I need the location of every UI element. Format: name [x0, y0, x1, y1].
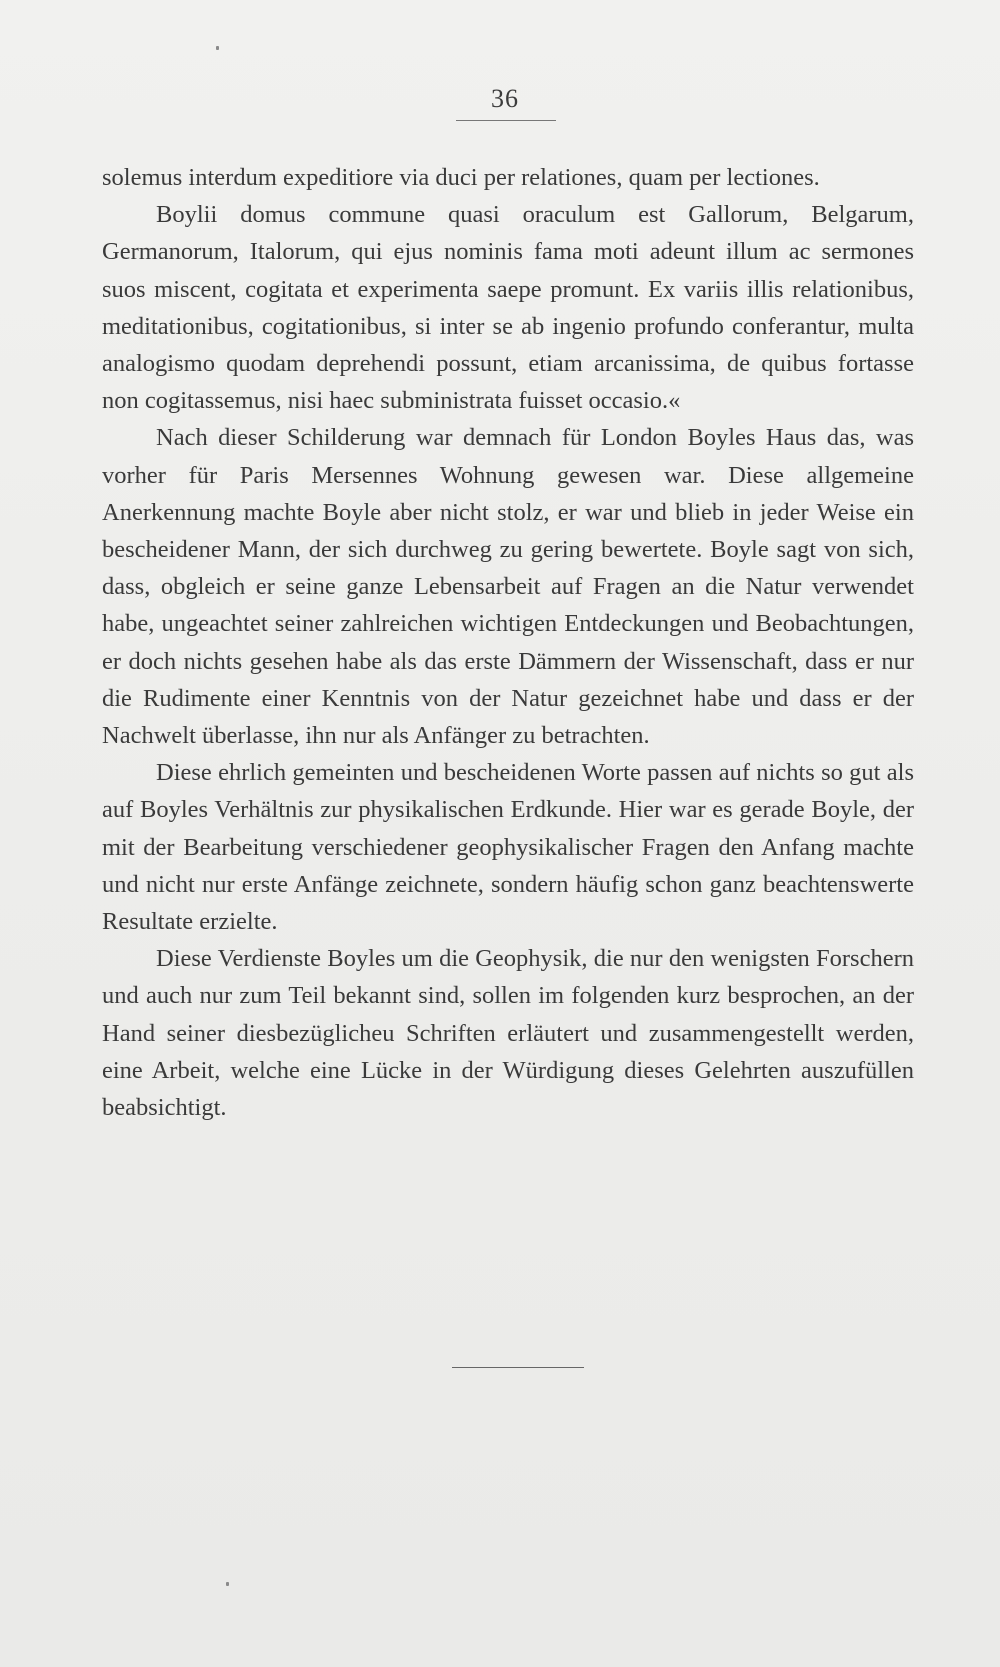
paragraph-1: solemus interdum expeditiore via duci per relationes, quam per lectiones.	[102, 164, 820, 191]
paper-speck	[216, 46, 219, 50]
body-text	[102, 159, 914, 1126]
page-number: 36	[491, 84, 519, 113]
header-rule	[456, 120, 556, 121]
paragraph-5: Diese Verdienste Boyles um die Geophysik, die nur den wenigsten Forschern und auch nur zum Teil bekannt sind, sollen im folgenden kurz besprochen, an der Hand seiner diesbezüglicheu Schriften erläutert und zusammengestellt werden, eine Arbeit, welche eine Lücke in der Würdigung dieses Gelehrten auszufüllen beabsichtigt.	[102, 945, 914, 1122]
paragraph-4: Diese ehrlich gemeinten und bescheidenen Worte passen auf nichts so gut als auf Boyles Verhältnis zur physikalischen Erdkunde. Hier war es gerade Boyle, der mit der Bearbeitung verschiedener geophysikalischer Fragen den Anfang machte und nicht nur erste Anfänge zeichnete, sondern häufig schon ganz beachtenswerte Resultate erzielte.	[102, 759, 914, 936]
paper-speck	[226, 1582, 229, 1586]
end-rule	[452, 1367, 584, 1368]
paragraph-3: Nach dieser Schilderung war demnach für London Boyles Haus das, was vorher für Paris Mersennes Wohnung gewesen war. Diese allgemeine Anerkennung machte Boyle aber nicht stolz, er war und blieb in jeder Weise ein bescheidener Mann, der sich durchweg zu gering bewertete. Boyle sagt von sich, dass, obgleich er seine ganze Lebensarbeit auf Fragen an die Natur verwendet habe, ungeachtet seiner zahlreichen wichtigen Entdeckungen und Beobachtungen, er doch nichts gesehen habe als das erste Dämmern der Wissenschaft, dass er nur die Rudimente einer Kenntnis von der Natur gezeichnet habe und dass er der Nachwelt überlasse, ihn nur als Anfänger zu betrachten.	[102, 424, 914, 750]
paragraph-2: Boylii domus commune quasi oraculum est Gallorum, Belgarum, Germanorum, Italorum, qui ejus nominis fama moti adeunt illum ac sermones suos miscent, cogitata et experimenta saepe promunt. Ex variis illis relationibus, meditationibus, cogitationibus, si inter se ab ingenio profundo conferantur, multa analogismo quodam deprehendi possunt, etiam arcanissima, de quibus fortasse non cogitassemus, nisi haec subministrata fuisset occasio.«	[102, 201, 914, 415]
